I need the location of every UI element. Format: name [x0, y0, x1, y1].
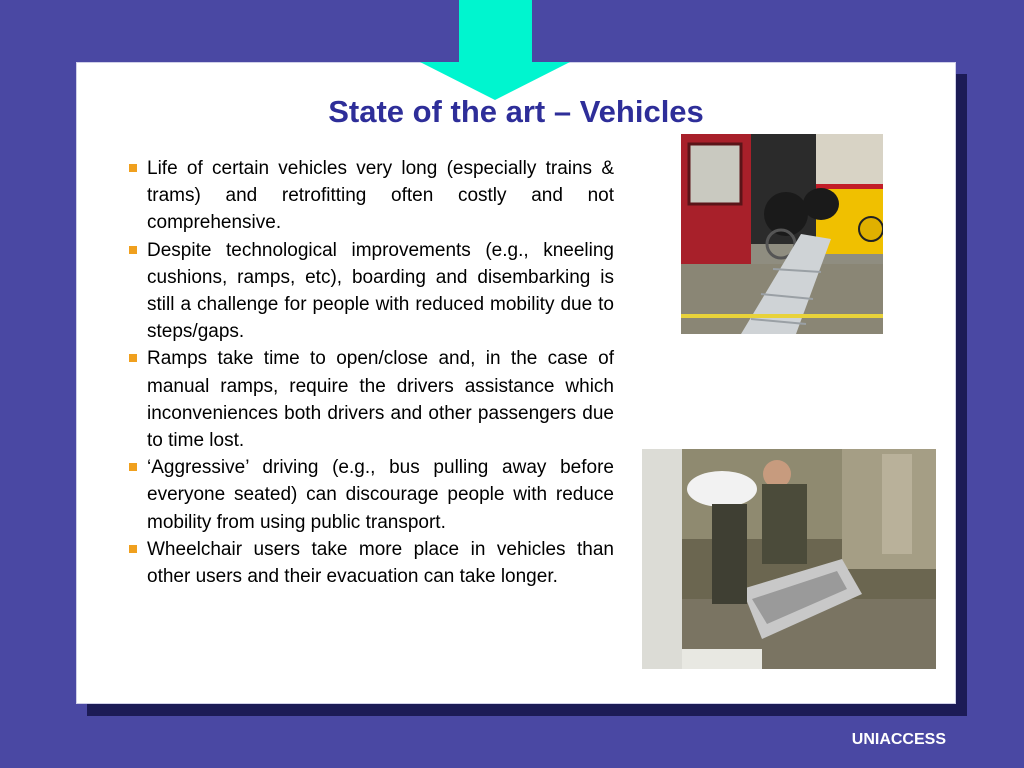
bullet-text: Life of certain vehicles very long (especially trains & trams) and retrofitting often costly and not comprehensive. — [147, 158, 614, 234]
manual-ramp-illustration — [642, 449, 936, 669]
list-item — [127, 454, 614, 536]
bullet-text: Ramps take time to open/close and, in the case of manual ramps, require the drivers assistance which inconveniences both drivers and other passengers due to time lost. — [147, 348, 614, 452]
bullet-icon — [129, 545, 137, 553]
list-item — [127, 536, 614, 590]
list-item — [127, 345, 614, 454]
tram-ramp-photo — [681, 134, 883, 334]
tram-ramp-illustration — [681, 134, 883, 334]
manual-ramp-photo — [642, 449, 936, 669]
footer-brand: UNIACCESS — [851, 731, 946, 748]
bullet-list — [127, 155, 614, 590]
list-item — [127, 155, 614, 237]
bullet-icon — [129, 246, 137, 254]
bullet-icon — [129, 164, 137, 172]
slide-title: State of the art – Vehicles — [328, 94, 704, 129]
bullet-icon — [129, 463, 137, 471]
bullet-text: ‘Aggressive’ driving (e.g., bus pulling away before everyone seated) can discourage people with reduce mobility from using public transport. — [147, 457, 614, 533]
bullet-text: Wheelchair users take more place in vehicles than other users and their evacuation can take longer. — [147, 538, 614, 588]
arrow-stem — [459, 0, 532, 70]
bullet-text: Despite technological improvements (e.g., kneeling cushions, ramps, etc), boarding and disembarking is still a challenge for people with reduced mobility due to steps/gaps. — [147, 239, 614, 343]
list-item — [127, 237, 614, 346]
bullet-icon — [129, 354, 137, 362]
